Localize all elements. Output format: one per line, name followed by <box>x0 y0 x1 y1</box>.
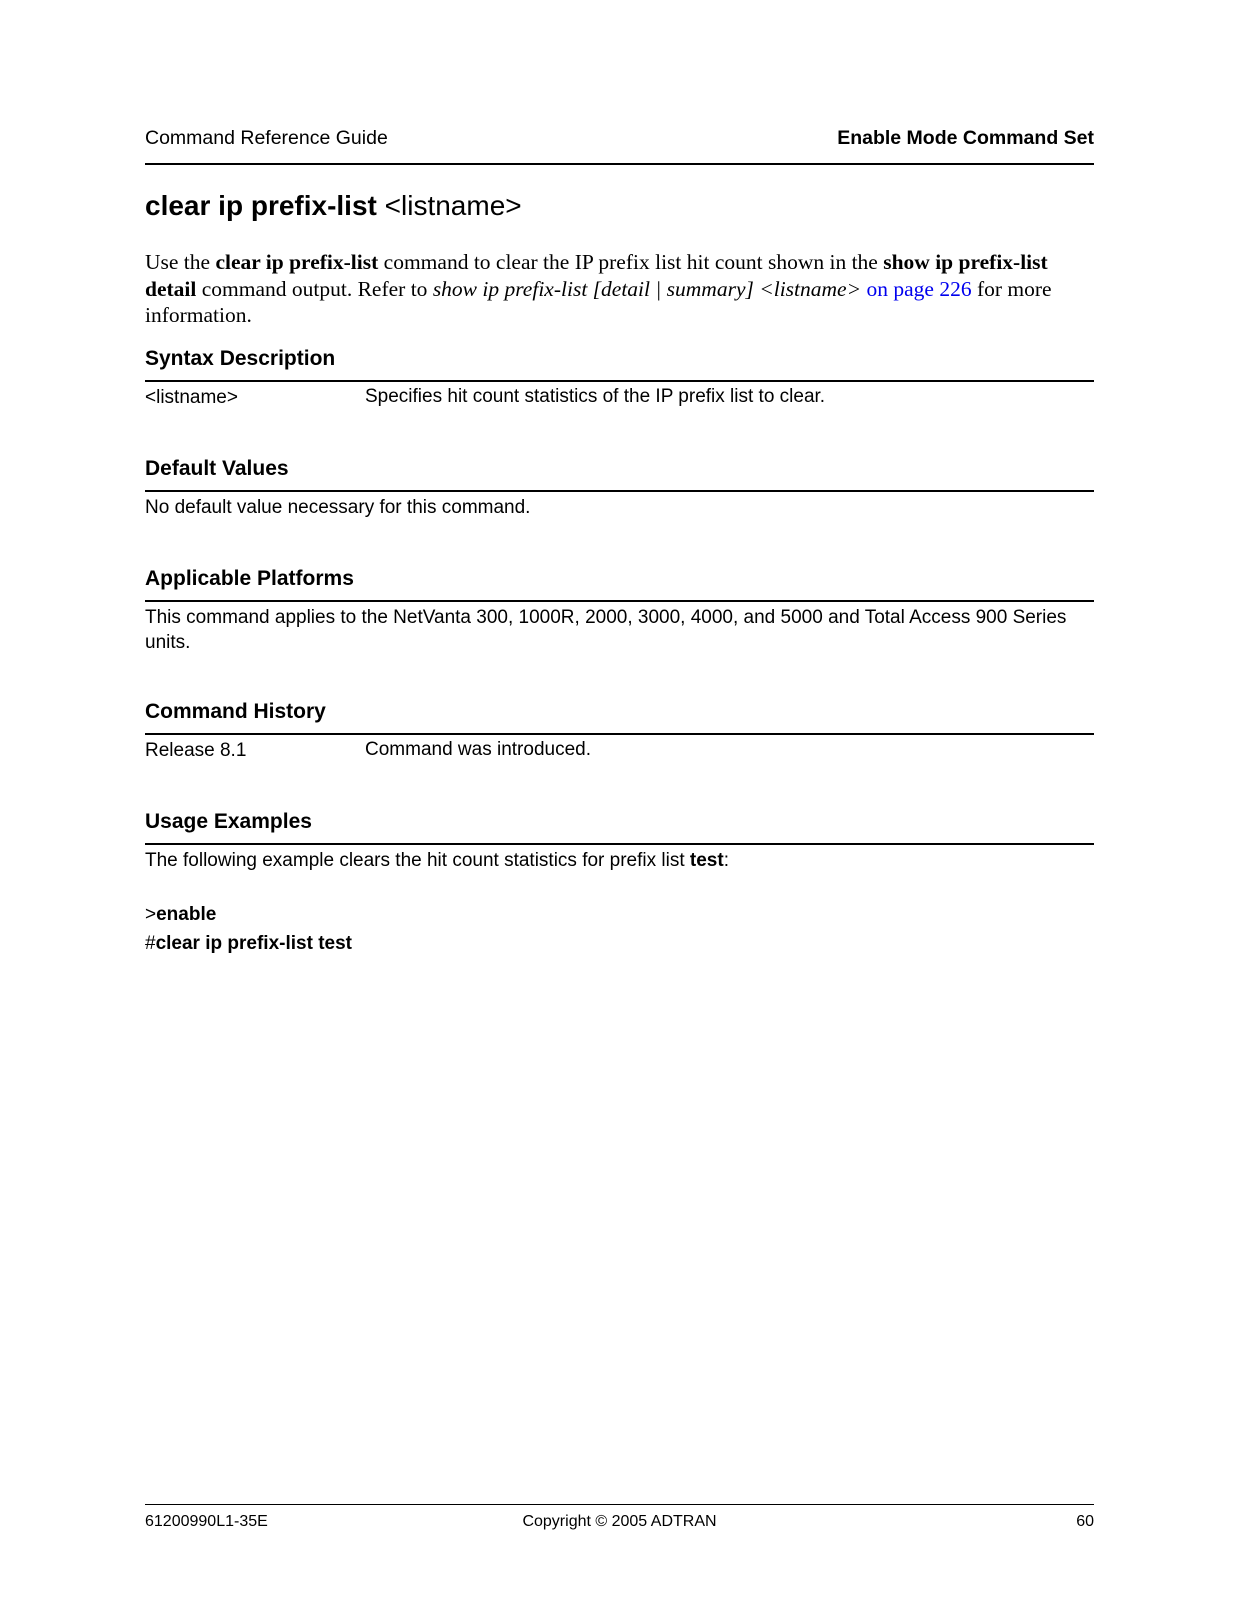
usage-text: The following example clears the hit count statistics for prefix list <box>145 850 690 871</box>
intro-text-4: for more information. <box>145 276 1052 327</box>
command-title <box>145 190 522 222</box>
code-prompt: > <box>145 904 157 925</box>
command-history-heading: Command History <box>145 700 1094 735</box>
syntax-param: <listname> <box>145 387 238 408</box>
section-title: Enable Mode Command Set <box>837 127 1094 149</box>
intro-text-3: command output. Refer to <box>196 276 433 301</box>
code-command: clear ip prefix-list test <box>155 933 352 954</box>
page-reference-link[interactable]: on page 226 <box>866 276 972 301</box>
code-command: enable <box>156 904 217 925</box>
applicable-platforms-heading: Applicable Platforms <box>145 567 1094 602</box>
page-number: 60 <box>1076 1513 1094 1530</box>
syntax-param-description: Specifies hit count statistics of the IP prefix list to clear. <box>365 386 826 407</box>
history-release: Release 8.1 <box>145 740 247 761</box>
intro-bold-command: clear ip prefix-list <box>215 250 379 274</box>
code-prompt: # <box>145 933 156 954</box>
document-number: 61200990L1-35E <box>145 1513 268 1530</box>
guide-title: Command Reference Guide <box>145 127 388 149</box>
default-values-text: No default value necessary for this command. <box>145 497 531 518</box>
code-example <box>145 900 352 958</box>
default-values-heading: Default Values <box>145 457 1094 492</box>
intro-bold-show-command: show ip prefix-list detail <box>145 250 1048 301</box>
command-name: clear ip prefix-list <box>145 190 377 221</box>
intro-text-1: Use the <box>145 250 216 274</box>
intro-text-2: command to clear the IP prefix list hit count shown in the <box>378 250 884 274</box>
applicable-platforms-text: This command applies to the NetVanta 300, 1000R, 2000, 3000, 4000, and 5000 and Total Access 900 Series units. <box>145 607 1067 653</box>
page-header <box>145 127 1094 165</box>
code-line <box>145 929 352 958</box>
copyright: Copyright © 2005 ADTRAN <box>522 1513 717 1530</box>
usage-examples-text <box>145 849 1095 874</box>
code-line <box>145 900 352 929</box>
history-description: Command was introduced. <box>365 739 591 760</box>
command-argument: <listname> <box>384 190 522 221</box>
syntax-description-heading: Syntax Description <box>145 347 1094 382</box>
intro-paragraph <box>145 249 1095 329</box>
intro-reference: show ip prefix-list [detail | summary] <listname> <box>432 276 862 301</box>
usage-examples-heading: Usage Examples <box>145 810 1094 845</box>
usage-text-end: : <box>723 850 729 871</box>
usage-text-bold: test <box>689 850 724 871</box>
page-footer <box>145 1504 1094 1537</box>
